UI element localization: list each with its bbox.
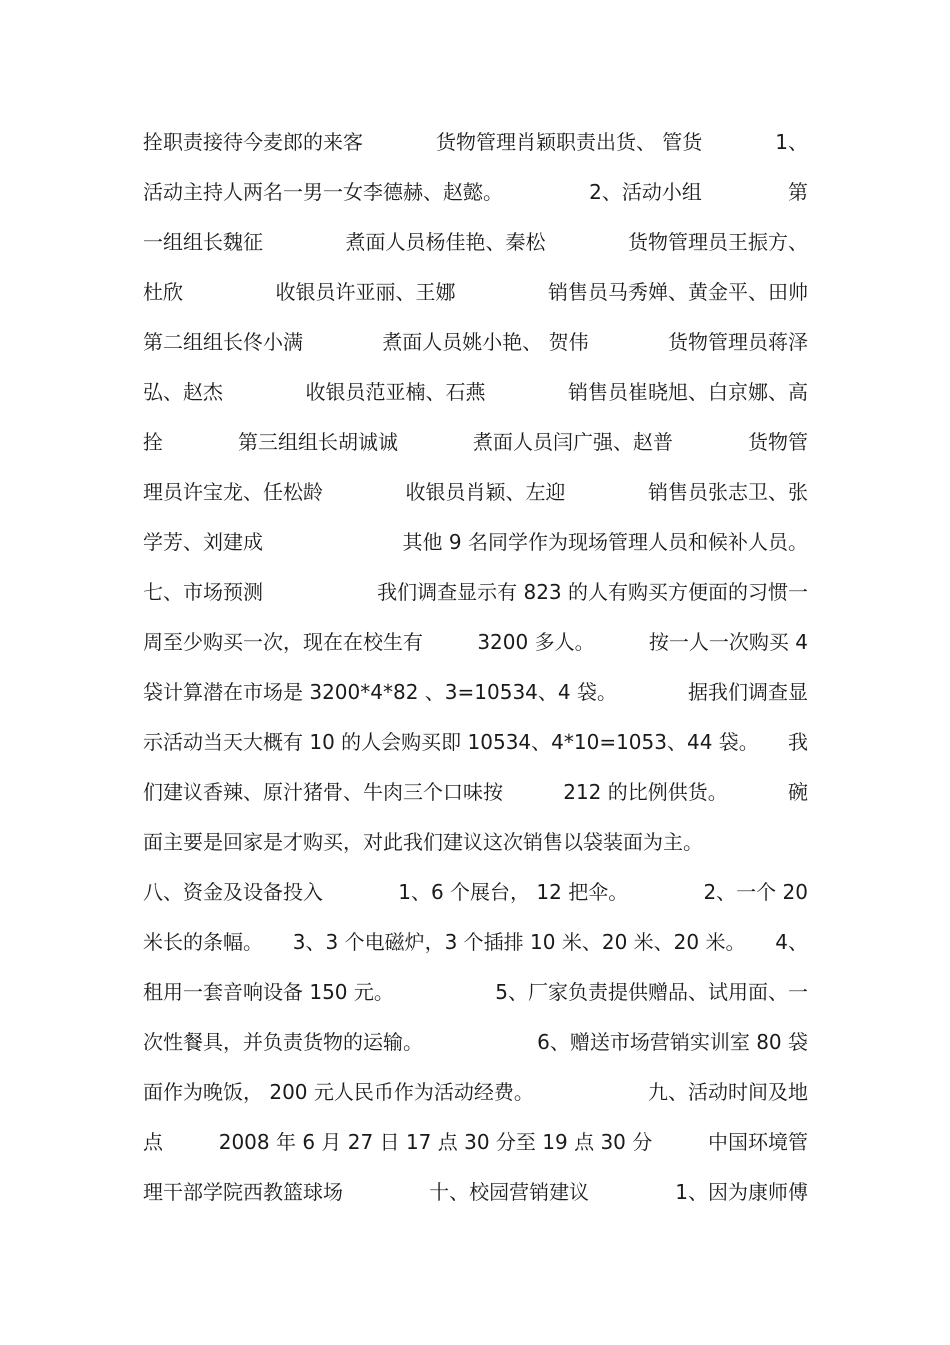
text-segment: 周至少购买一次，现在在校生有 (143, 630, 423, 654)
text-segment: 九、活动时间及地 (648, 1080, 808, 1104)
text-segment: 1、6 个展台， 12 把伞。 (398, 880, 629, 904)
text-segment: 1、 (775, 130, 808, 154)
text-segment: 货物管 (748, 430, 808, 454)
text-segment: 收银员范亚楠、石燕 (305, 380, 486, 404)
text-segment: 点 (143, 1130, 163, 1154)
text-segment: 4、 (775, 930, 808, 954)
text-segment: 212 的比例供货。 (563, 780, 728, 804)
text-segment: 煮面人员姚小艳、 贺伟 (382, 330, 589, 354)
text-line (143, 717, 808, 767)
text-segment: 米长的条幅。 (143, 930, 263, 954)
text-segment: 示活动当天大概有 10 的人会购买即 10534、4*10=1053、44 袋。 (143, 730, 759, 754)
text-segment: 一组组长魏征 (143, 230, 263, 254)
text-segment: 货物管理员蒋泽 (667, 330, 808, 354)
text-segment: 理干部学院西教篮球场 (143, 1180, 343, 1204)
text-segment: 中国环境管 (707, 1130, 808, 1154)
text-segment: 销售员马秀婵、黄金平、田帅 (548, 280, 808, 304)
text-line (143, 1167, 808, 1217)
text-line (143, 817, 808, 867)
text-segment: 1、因为康师傅 (675, 1180, 808, 1204)
text-line (143, 917, 808, 967)
text-segment: 煮面人员杨佳艳、秦松 (345, 230, 546, 254)
text-segment: 十、校园营销建议 (429, 1180, 590, 1204)
text-segment: 拴职责接待今麦郎的来客 (143, 130, 363, 154)
text-segment: 第三组组长胡诚诚 (238, 430, 398, 454)
text-segment: 八、资金及设备投入 (143, 880, 323, 904)
text-segment: 按一人一次购买 4 (648, 630, 808, 654)
text-line (143, 467, 808, 517)
text-line (143, 167, 808, 217)
text-segment: 据我们调查显 (688, 680, 808, 704)
text-line (143, 617, 808, 667)
text-segment: 收银员肖颖、左迎 (405, 480, 566, 504)
text-line (143, 1067, 808, 1117)
text-segment: 租用一套音响设备 150 元。 (143, 980, 394, 1004)
text-segment: 2008 年 6 月 27 日 17 点 30 分至 19 点 30 分 (218, 1130, 653, 1154)
text-segment: 货物管理肖颖职责出货、 管货 (435, 130, 703, 154)
text-segment: 其他 9 名同学作为现场管理人员和候补人员。 (402, 530, 808, 554)
text-segment: 2、一个 20 (703, 880, 808, 904)
text-segment: 收银员许亚丽、王娜 (275, 280, 456, 304)
text-segment: 销售员崔晓旭、白京娜、高 (568, 380, 808, 404)
text-segment: 理员许宝龙、任松龄 (143, 480, 323, 504)
text-segment: 3、3 个电磁炉，3 个插排 10 米、20 米、20 米。 (292, 930, 746, 954)
text-segment: 七、市场预测 (143, 580, 263, 604)
text-segment: 第 (787, 180, 808, 204)
text-line (143, 667, 808, 717)
text-segment: 面主要是回家是才购买，对此我们建议这次销售以袋装面为主。 (143, 830, 703, 854)
text-segment: 碗 (788, 780, 808, 804)
body-text (143, 117, 808, 1217)
text-segment: 货物管理员王振方、 (628, 230, 808, 254)
text-segment: 们建议香辣、原汁猪骨、牛肉三个口味按 (143, 780, 503, 804)
text-line (143, 367, 808, 417)
text-segment: 煮面人员闫广强、赵普 (473, 430, 673, 454)
text-line (143, 567, 808, 617)
text-segment: 学芳、刘建成 (143, 530, 263, 554)
text-segment: 活动主持人两名一男一女李德赫、赵懿。 (143, 180, 503, 204)
text-segment: 我 (788, 730, 808, 754)
text-segment: 次性餐具，并负责货物的运输。 (143, 1030, 423, 1054)
text-line (143, 1017, 808, 1067)
text-line (143, 517, 808, 567)
text-line (143, 767, 808, 817)
text-segment: 5、厂家负责提供赠品、试用面、一 (495, 980, 808, 1004)
text-segment: 3200 多人。 (477, 630, 595, 654)
text-line (143, 267, 808, 317)
text-line (143, 867, 808, 917)
text-segment: 弘、赵杰 (143, 380, 223, 404)
text-segment: 面作为晚饭， 200 元人民币作为活动经费。 (143, 1080, 534, 1104)
text-line (143, 117, 808, 167)
text-segment: 6、赠送市场营销实训室 80 袋 (537, 1030, 808, 1054)
text-line (143, 217, 808, 267)
text-line (143, 317, 808, 367)
text-segment: 拴 (143, 430, 163, 454)
text-segment: 2、活动小组 (589, 180, 702, 204)
text-segment: 销售员张志卫、张 (648, 480, 808, 504)
text-segment: 我们调查显示有 823 的人有购买方便面的习惯一 (377, 580, 808, 604)
text-segment: 杜欣 (143, 280, 183, 304)
text-line (143, 417, 808, 467)
text-segment: 袋计算潜在市场是 3200*4*82 、3=10534、4 袋。 (143, 680, 617, 704)
text-segment: 第二组组长佟小满 (143, 330, 303, 354)
text-line (143, 967, 808, 1017)
text-line (143, 1117, 808, 1167)
